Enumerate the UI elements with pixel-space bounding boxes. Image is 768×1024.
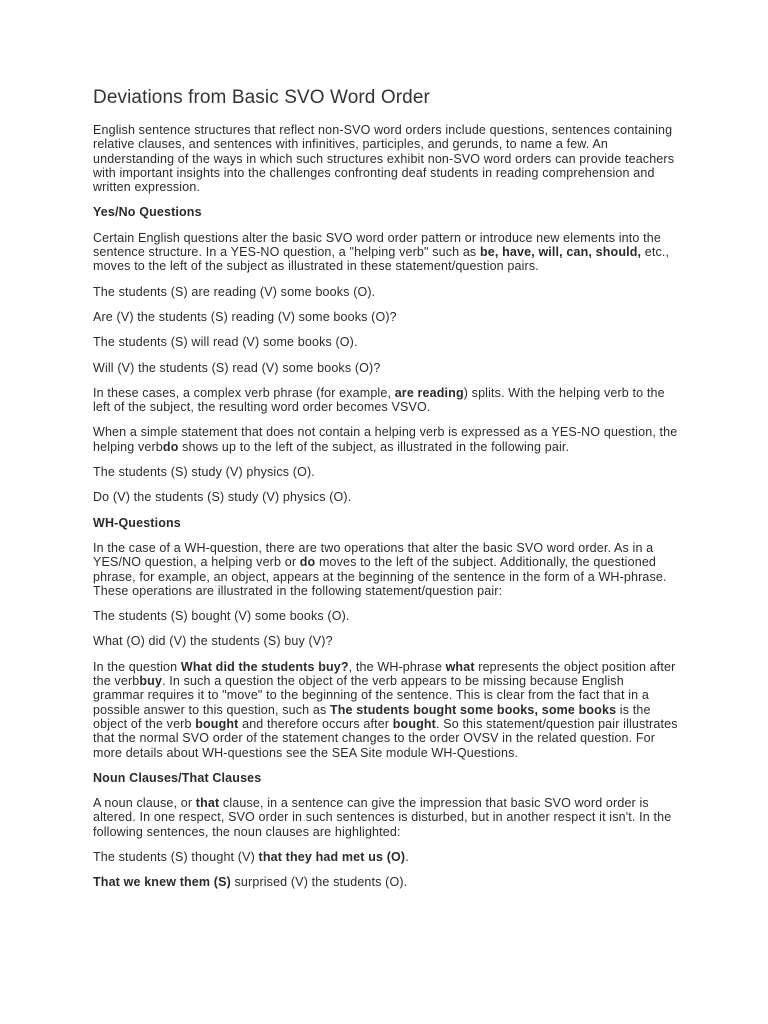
text-run: In these cases, a complex verb phrase (for example,	[93, 385, 395, 400]
text-run: The students (S) thought (V)	[93, 849, 259, 864]
text-run: moves to the left of the subject. Additionally, the questioned phrase, for example, an object, appears at the beginning of the sentence in the form of a WH-phrase. These operations are illustrated in the following statement/question pair:	[93, 555, 667, 598]
bold-text-run: What did the students buy?	[180, 659, 349, 674]
example-sentence: What (O) did (V) the students (S) buy (V)?	[93, 634, 333, 649]
wh-paragraph-1	[93, 541, 678, 598]
noun-paragraph-1	[93, 796, 678, 839]
text-run: shows up to the left of the subject, as illustrated in the following pair.	[178, 439, 570, 454]
example-sentence: Are (V) the students (S) reading (V) some books (O)?	[93, 309, 397, 324]
bold-text-run: that	[195, 796, 220, 811]
text-run: ) splits. With the helping verb to the left of the subject, the resulting word order becomes VSVO.	[93, 385, 665, 415]
bold-text-run: what	[445, 659, 475, 674]
example-sentence: The students (S) study (V) physics (O).	[93, 465, 315, 480]
text-run: . So this statement/question pair illustrates that the normal SVO order of the statement changes to the order OVSV in the related question. For more details about WH-questions see the SEA Site module WH-Questions.	[93, 716, 678, 760]
text-run: clause, in a sentence can give the impression that basic SVO word order is altered. In one respect, SVO order in such sentences is disturbed, but in another respect it isn't. In the following sentences, the noun clauses are highlighted:	[93, 796, 672, 839]
text-run: . In such a question the object of the verb appears to be missing because English grammar requires it to "move" to the beginning of the sentence. This is clear from the fact that in a possible answer to this question, such as	[93, 674, 650, 717]
example-sentence: Will (V) the students (S) read (V) some books (O)?	[93, 360, 381, 375]
intro-paragraph: English sentence structures that reflect non-SVO word orders include questions, sentences containing relative clauses, and sentences with infinitives, participles, and gerunds, to name a few. An understanding of the ways in which such structures exhibit non-SVO word orders can provide teachers with important insights into the challenges confronting deaf students in reading comprehension and written expression.	[93, 123, 675, 195]
text-run: , the WH-phrase	[348, 659, 446, 674]
text-run: .	[405, 849, 409, 864]
example-sentence: The students (S) are reading (V) some books (O).	[93, 284, 376, 299]
wh-paragraph-2	[93, 660, 678, 760]
section-heading-noun-clauses: Noun Clauses/That Clauses	[93, 770, 262, 785]
text-run: is the object of the verb	[93, 702, 651, 731]
text-run: etc., moves to the left of the subject as illustrated in these statement/question pairs.	[93, 245, 670, 274]
section-heading-yes-no: Yes/No Questions	[93, 205, 202, 220]
example-sentence: The students (S) will read (V) some books (O).	[93, 335, 358, 350]
text-run: A noun clause, or	[93, 796, 196, 811]
bold-text-run: That we knew them (S)	[93, 875, 231, 890]
yes-no-paragraph-1	[93, 231, 678, 274]
text-run: surprised (V) the students (O).	[230, 875, 408, 890]
example-sentence: Do (V) the students (S) study (V) physics (O).	[93, 490, 352, 505]
bold-text-run: bought	[195, 716, 239, 731]
bold-text-run: be, have, will, can, should,	[479, 245, 642, 260]
bold-text-run: do	[299, 555, 316, 570]
bold-text-run: bought	[392, 716, 436, 731]
bold-text-run: are reading	[394, 385, 464, 400]
bold-text-run: The students bought some books, some books	[329, 702, 617, 717]
text-run: represents the object position after the verb	[93, 659, 676, 689]
example-sentence	[93, 875, 678, 889]
bold-text-run: buy	[139, 674, 163, 689]
bold-text-run: do	[162, 439, 179, 454]
page-title: Deviations from Basic SVO Word Order	[93, 87, 430, 108]
text-run: In the case of a WH-question, there are two operations that alter the basic SVO word order. As in a YES/NO question, a helping verb or	[93, 540, 654, 570]
yes-no-paragraph-2	[93, 386, 678, 415]
yes-no-paragraph-3	[93, 425, 678, 454]
document-page	[93, 86, 678, 901]
example-sentence: The students (S) bought (V) some books (O).	[93, 609, 350, 624]
text-run: When a simple statement that does not contain a helping verb is expressed as a YES-NO question, the helping verb	[93, 425, 678, 454]
example-sentence	[93, 850, 678, 864]
text-run: In the question	[93, 659, 181, 674]
text-run: Certain English questions alter the basic SVO word order pattern or introduce new elements into the sentence structure. In a YES-NO question, a "helping verb" such as	[93, 230, 661, 260]
section-heading-wh: WH-Questions	[93, 515, 181, 530]
bold-text-run: that they had met us (O)	[258, 849, 406, 864]
text-run: and therefore occurs after	[238, 716, 393, 731]
